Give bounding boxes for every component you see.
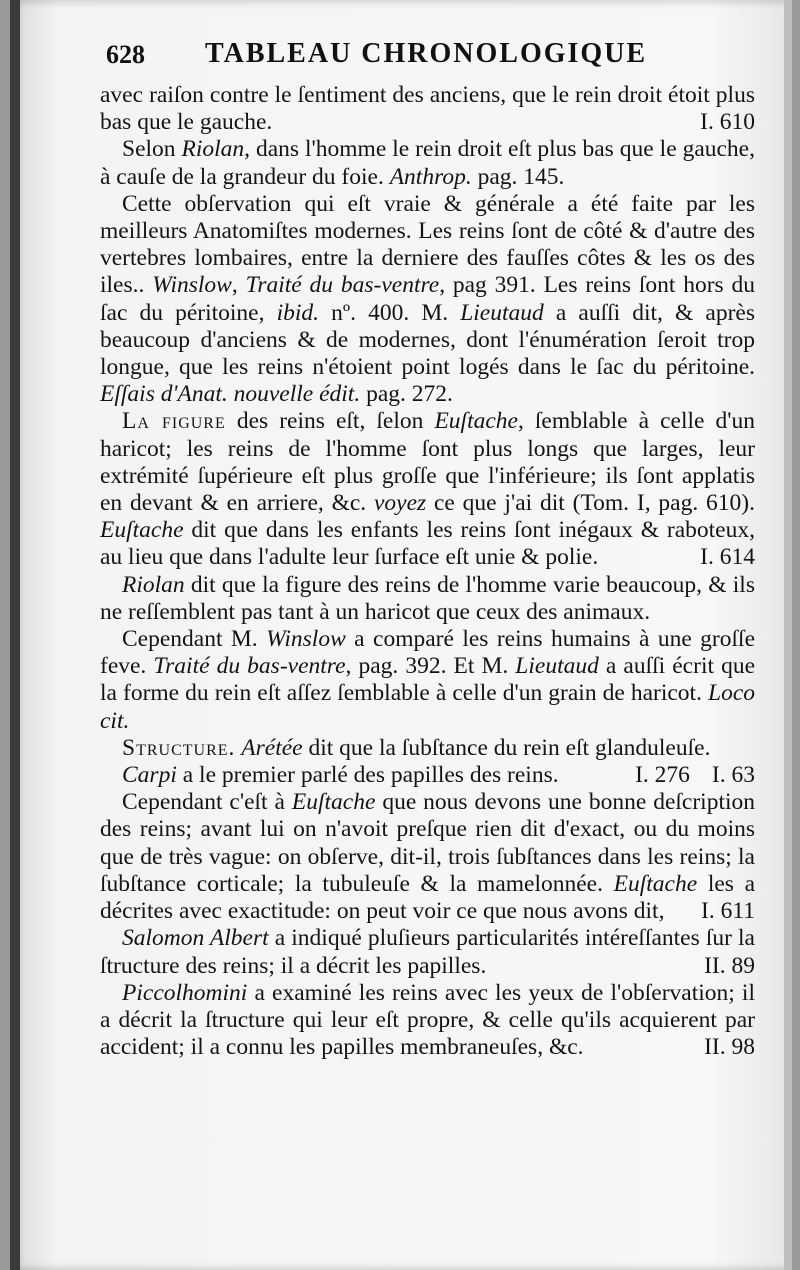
text-run: nº. 400. M. [319,299,461,326]
text-run: a auſſi dit, & après beaucoup d'anciens & de modernes, dont l'énumération ſeroit trop longue, que les reins n'étoient point logés dans le ſac du péritoine. [100,299,755,381]
text-run: Cependant M. [122,626,267,653]
citation: Traité du bas-ventre [245,272,440,299]
paragraph [100,82,755,136]
page-edge [784,0,792,1270]
text-run: a le premier parlé des papilles des reins. [176,762,559,789]
text-run: a examiné les reins avec les yeux de l'obſervation; il a décrit la ſtructure qui leur eſt propre, & celle qu'ils acquierent par accident; il a connu les papilles membraneuſes, &c. [100,979,755,1061]
running-title: TABLEAU CHRONOLOGIQUE [205,38,648,69]
author-name: Winslow [152,272,232,299]
text-run: , ſemblable à celle d'un haricot; les reins de l'homme ſont plus longs que larges, leur extrémité ſupérieure eſt plus groſſe que l'inférieure; ils ſont applatis en devant & en arriere, &c. [100,408,756,517]
volume-reference: I. 63 [711,762,755,789]
text-run: , [231,272,246,299]
text-run: Cependant c'eſt à [122,789,292,816]
volume-reference: I. 611 [701,898,755,925]
paragraph [100,191,755,409]
binding-edge [10,0,20,1270]
citation: voyez [373,490,427,517]
text-run: , dans l'homme le rein droit eſt plus bas que le gauche, à cauſe de la grandeur du foie. [100,136,755,190]
paragraph [100,980,755,1062]
paragraph [100,572,755,626]
author-name: Euſtache [434,408,518,435]
volume-reference: I. 610 [700,109,755,136]
volume-reference: I. 614 [700,544,755,571]
author-name: Euſtache [100,517,184,544]
paragraph [100,626,755,735]
running-header [100,38,750,78]
author-name: Riolan [122,571,185,598]
paragraph [100,408,755,571]
text-run: des reins eſt, ſelon [225,408,435,435]
text-run: dit que la figure des reins de l'homme varie beaucoup, & ils ne reſſemblent pas tant à un haricot que ceux des animaux. [100,571,755,625]
paragraph [100,136,755,190]
author-name: Carpi [122,762,177,789]
page-number: 628 [106,40,145,69]
citation: Anthrop. [389,163,472,190]
text-run: a auſſi écrit que la forme du rein eſt aſſez ſemblable à celle d'un grain de haricot. [100,653,755,707]
paragraph [100,789,755,925]
author-name: Salomon Albert [122,925,269,952]
text-run: a indiqué pluſieurs particularités intéreſſantes ſur la ſtructure des reins; il a décrit les papilles. [100,925,755,979]
text-run: , pag. 392. Et M. [345,653,516,680]
volume-reference: I. 276 [635,762,690,789]
author-name: Winslow [266,626,346,653]
author-name: Euſtache [291,789,376,816]
text-run: Cette obſervation qui eſt vraie & générale a été faite par les meilleurs Anatomiſtes modernes. Les reins ſont de côté & d'autre des vertebres lombaires, entre la derniere des fauſſes côtes & les os des iles.. [100,190,755,299]
volume-reference: II. 98 [704,1034,755,1061]
text-run: pag. 272. [360,381,453,408]
text-run: , pag 391. Les reins ſont hors du ſac du péritoine, [100,272,755,326]
author-name: Lieutaud [460,299,544,326]
paragraph [100,762,755,789]
text-run: a comparé les reins humains à une groſſe feve. [100,626,755,680]
citation: Eſſais d'Anat. nouvelle édit. [100,381,361,408]
text-run: dit que la ſubſtance du rein eſt glanduleuſe. [302,734,711,761]
author-name: Piccolhomini [122,979,248,1006]
body-text [100,82,755,1061]
text-run: les a décrites avec exactitude: on peut voir ce que nous avons dit, [100,870,755,925]
author-name: Lieutaud [515,653,599,680]
section-heading: Structure. [122,734,236,761]
volume-reference: II. 89 [704,952,755,979]
text-run: pag. 145. [471,163,565,190]
text-run: que nous devons une bonne deſcription des reins; avant lui on n'avoit preſque rien dit d'exact, ou du moins que de très vague: on obſerve, dit-il, trois ſubſtances dans les reins; la ſubſtance corticale; la tubuleuſe & la mamelonnée. [100,789,755,897]
author-name: Arétée [241,734,303,761]
citation: ibid. [276,299,320,326]
text-run: avec raiſon contre le ſentiment des anciens, que le rein droit étoit plus bas que le gauche. [100,82,755,136]
text-run: ce que j'ai dit (Tom. I, pag. 610). [426,490,755,517]
author-name: Euſtache [613,870,698,897]
text-run: Selon [122,136,182,163]
text-run: dit que dans les enfants les reins ſont inégaux & raboteux, au lieu que dans l'adulte leur ſurface eſt unie & polie. [100,517,755,571]
citation: Loco cit. [100,680,755,734]
author-name: Riolan [181,136,245,163]
section-heading: La figure [122,408,226,435]
paragraph [100,925,755,979]
citation: Traité du bas-ventre [153,653,346,680]
